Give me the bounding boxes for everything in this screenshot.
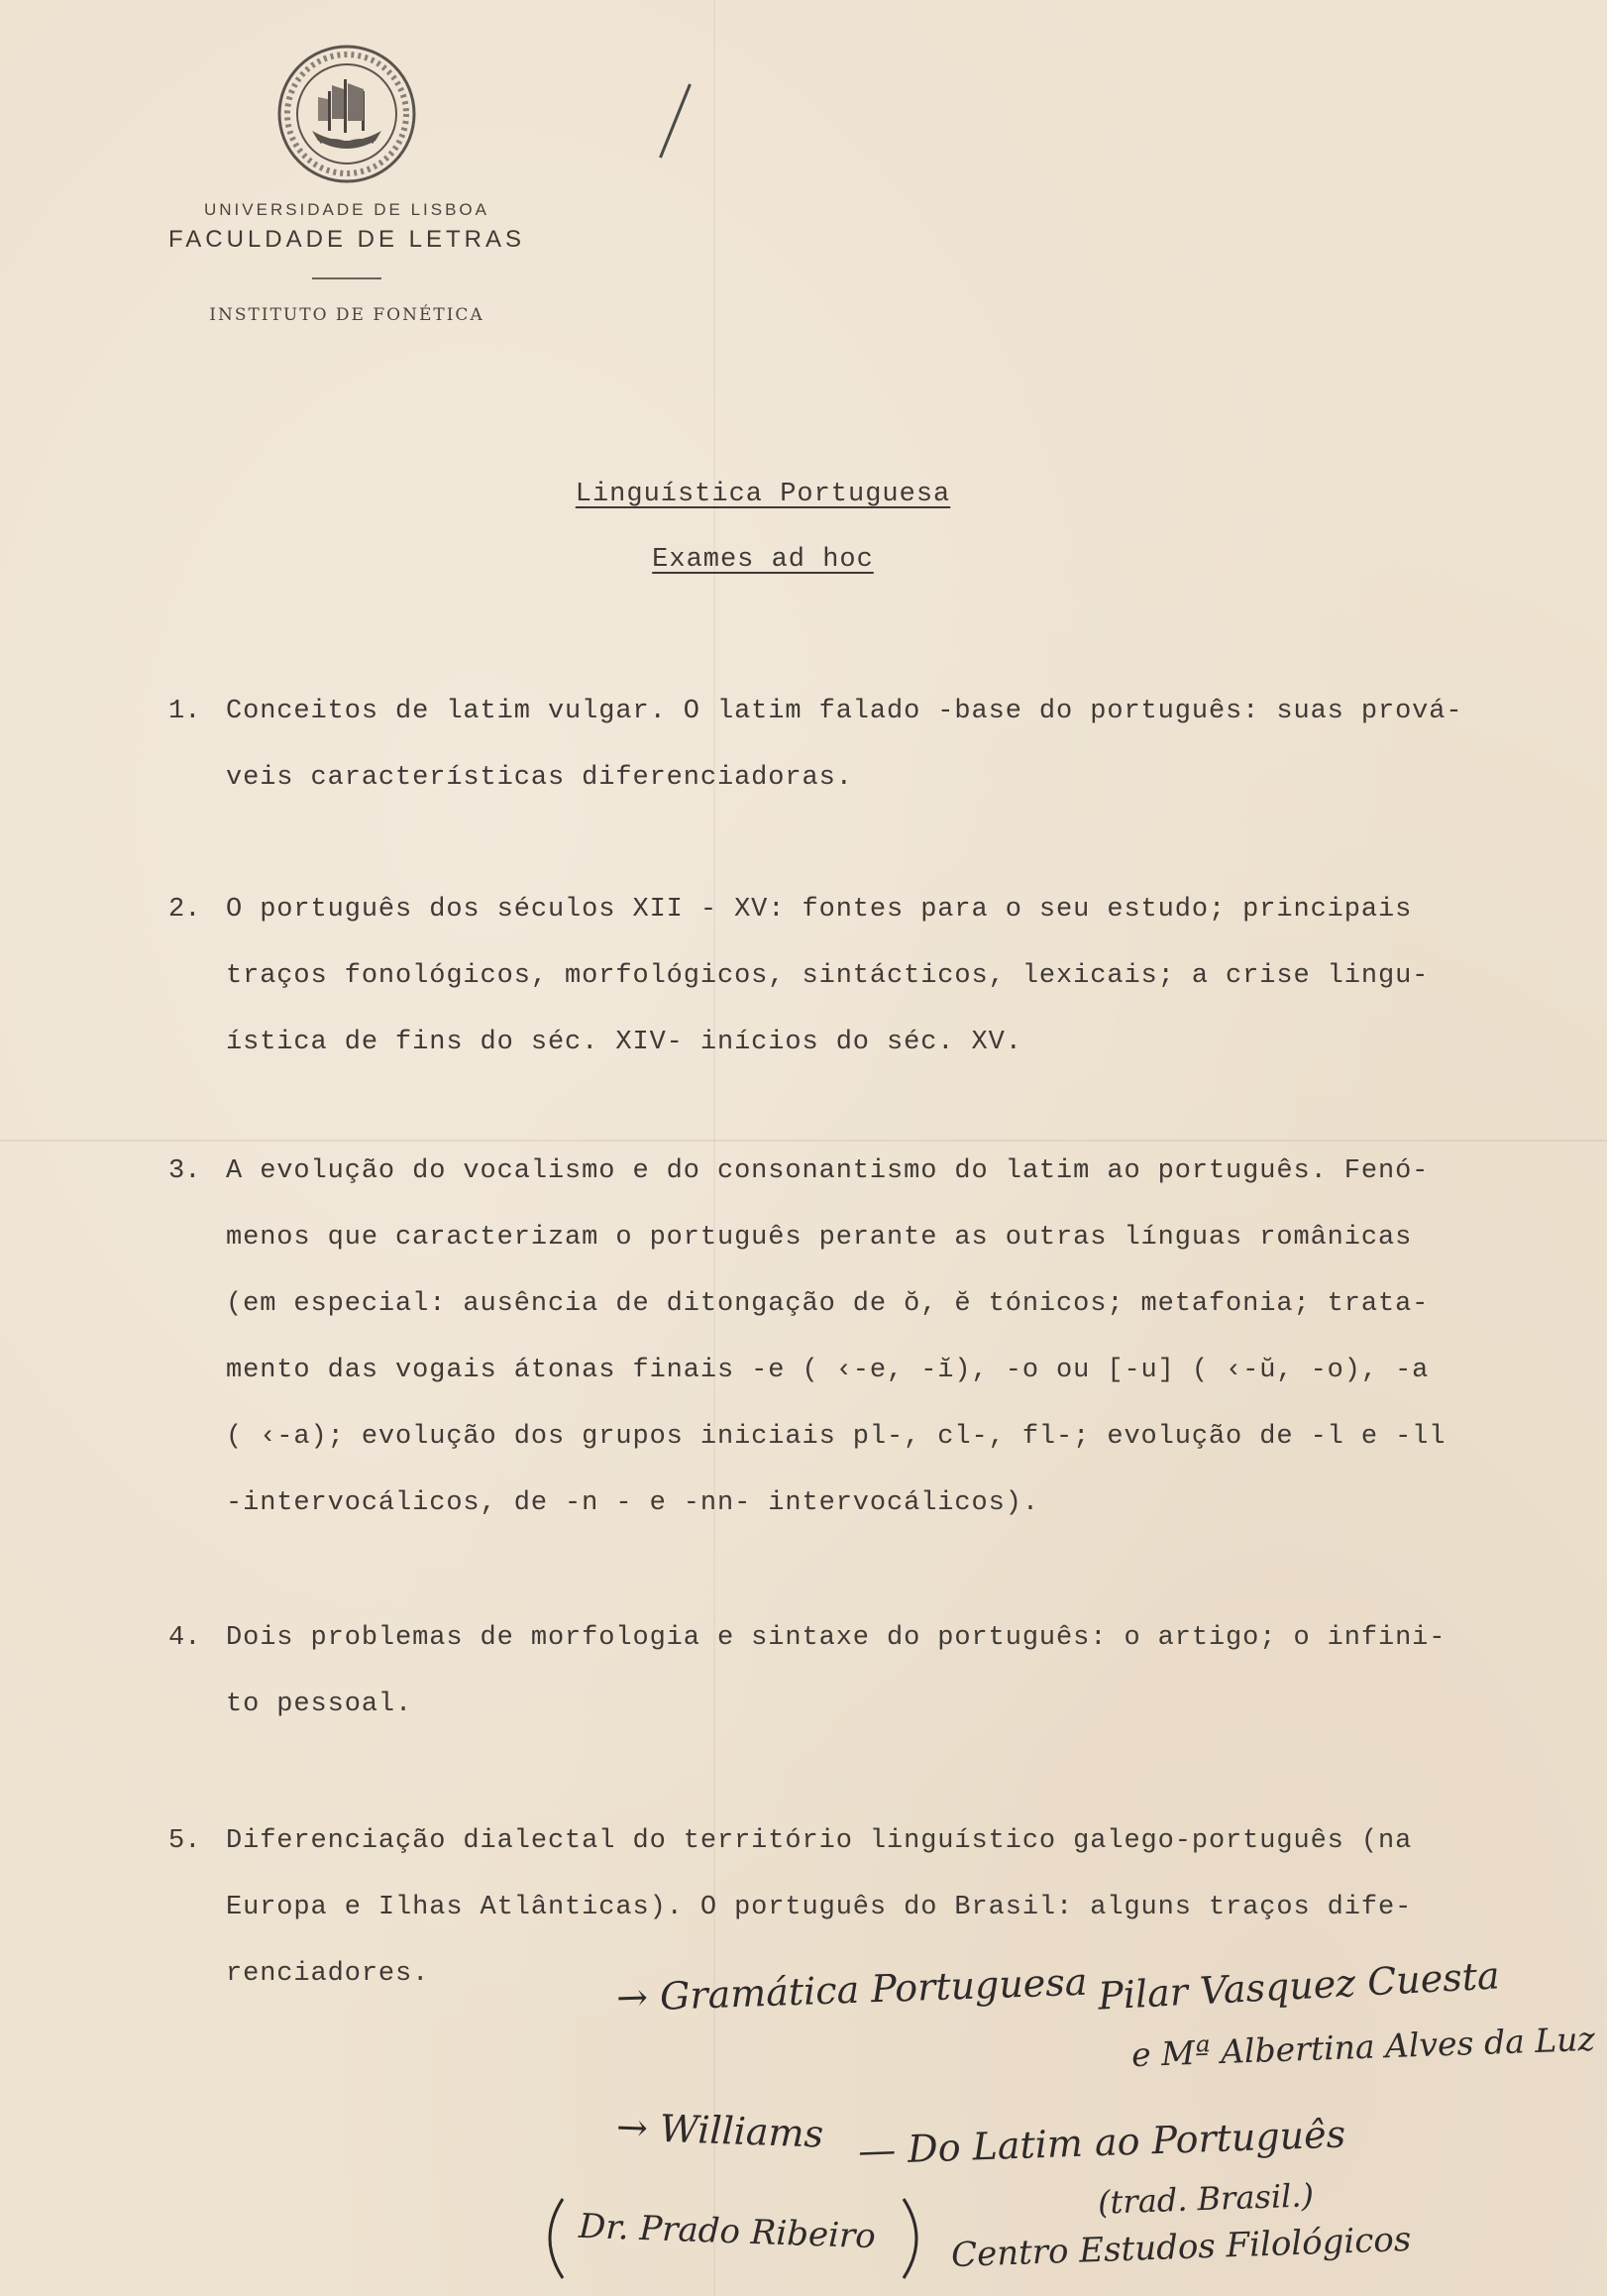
- handwritten-author-1: Pilar Vasquez Cuesta: [1097, 1953, 1501, 2019]
- handwritten-note-centro: Centro Estudos Filológicos: [950, 2219, 1412, 2276]
- paper-fold-horizontal: [0, 1140, 1607, 1142]
- paper-fold-vertical: [713, 0, 715, 2296]
- item-line: traços fonológicos, morfológicos, sintácticos, lexicais; a crise lingu-: [226, 961, 1430, 991]
- letterhead-divider: [312, 277, 381, 279]
- item-number: 2.: [168, 895, 201, 925]
- letterhead: [129, 40, 565, 325]
- item-line: (em especial: ausência de ditongação de ŏ, ĕ tónicos; metafonia; trata-: [226, 1289, 1430, 1319]
- item-line: menos que caracterizam o português perante as outras línguas românicas: [226, 1223, 1413, 1253]
- handwritten-book-title: — Do Latim ao Português: [857, 2112, 1346, 2173]
- item-line: ística de fins do séc. XIV- inícios do séc. XV.: [226, 1028, 1022, 1057]
- item-line: renciadores.: [226, 1959, 430, 1989]
- item-line: to pessoal.: [226, 1690, 413, 1719]
- university-name: UNIVERSIDADE DE LISBOA: [203, 200, 489, 219]
- university-seal-icon: [272, 40, 421, 188]
- handwritten-note-prado-ribeiro: Dr. Prado Ribeiro: [578, 2206, 877, 2257]
- item-line: -intervocálicos, de -n - e -nn- intervocálicos).: [226, 1488, 1039, 1518]
- pen-slash-mark: [659, 83, 692, 158]
- item-number: 4.: [168, 1623, 201, 1653]
- item-line: Diferenciação dialectal do território linguístico galego-português (na: [226, 1826, 1413, 1856]
- item-line: O português dos séculos XII - XV: fontes para o seu estudo; principais: [226, 895, 1413, 925]
- handwritten-note-grammar: → Gramática Portuguesa: [615, 1959, 1089, 2021]
- handwritten-author-2: e Mª Albertina Alves da Luz: [1130, 2019, 1596, 2075]
- handwritten-note-williams: → Williams: [615, 2105, 824, 2156]
- item-number: 3.: [168, 1156, 201, 1186]
- faculty-name: FACULDADE DE LETRAS: [167, 226, 526, 253]
- item-line: Dois problemas de morfologia e sintaxe do português: o artigo; o infini-: [226, 1623, 1446, 1653]
- document-subtitle: Exames ad hoc: [652, 545, 874, 575]
- item-line: Europa e Ilhas Atlânticas). O português do Brasil: alguns traços dife-: [226, 1893, 1413, 1922]
- item-line: mento das vogais átonas finais -e ( ‹-e, -ĭ), -o ou [-u] ( ‹-ŭ, -o), -a: [226, 1356, 1430, 1385]
- item-number: 1.: [168, 697, 201, 726]
- document-title: Linguística Portuguesa: [575, 480, 951, 509]
- handwritten-translation-note: (trad. Brasil.): [1097, 2176, 1315, 2222]
- institute-name: INSTITUTO DE FONÉTICA: [209, 305, 484, 325]
- item-number: 5.: [168, 1826, 201, 1856]
- item-line: Conceitos de latim vulgar. O latim falado -base do português: suas prová-: [226, 697, 1463, 726]
- item-line: A evolução do vocalismo e do consonantismo do latim ao português. Fenó-: [226, 1156, 1430, 1186]
- item-line: veis características diferenciadoras.: [226, 763, 853, 793]
- item-line: ( ‹-a); evolução dos grupos iniciais pl-, cl-, fl-; evolução de -l e -ll: [226, 1422, 1446, 1452]
